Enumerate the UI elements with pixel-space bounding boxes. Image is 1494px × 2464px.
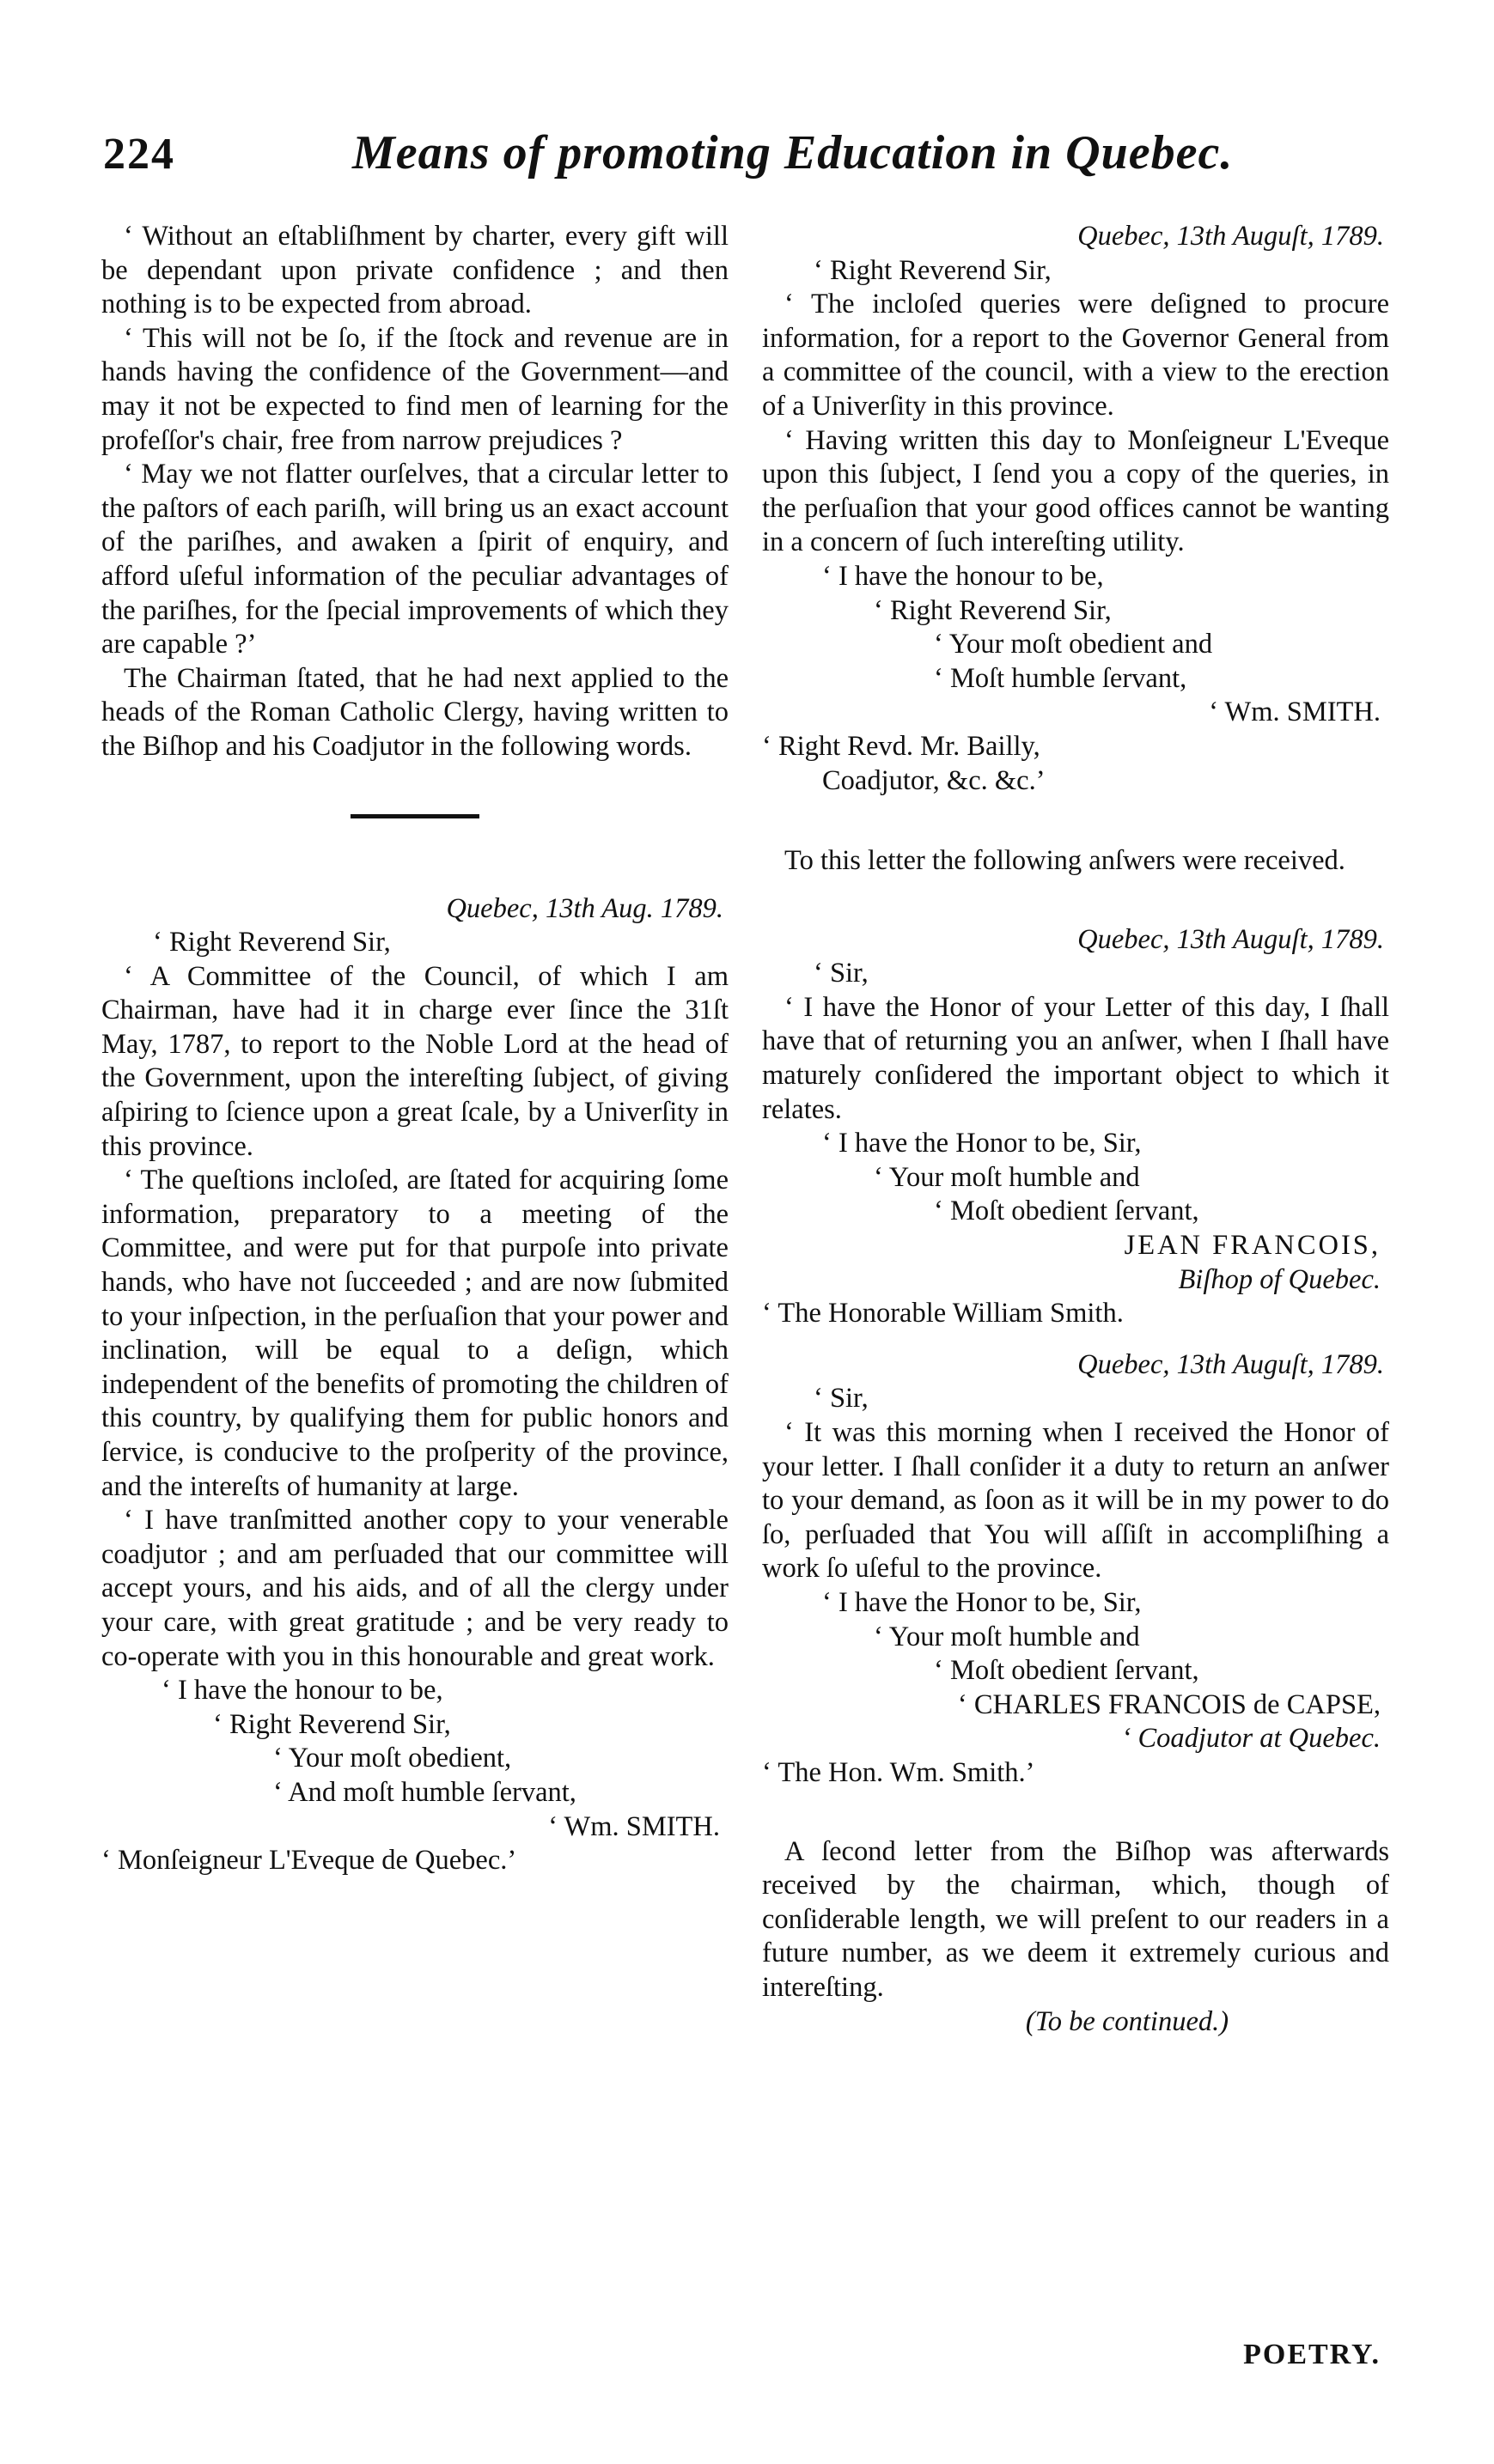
letter-signature: ‘ Wm. SMITH. bbox=[1209, 697, 1381, 728]
paragraph: ‘ Without an eſtabliſhment by charter, every gift will be dependant upon private confidence ; and then nothing is to be expected from abroad. bbox=[101, 221, 729, 320]
letter-address: ‘ Monſeigneur L'Eveque de Quebec.’ bbox=[101, 1845, 517, 1877]
signature-title: ‘ Coadjutor at Quebec. bbox=[1121, 1723, 1381, 1755]
closing-paragraph: A ſecond letter from the Biſhop was afterwards received by the chairman, which, though of conſiderable length, we will preſent to our readers in a future number, as we deem it extremely curious and intereſting. bbox=[762, 1835, 1389, 2003]
letter-closing: ‘ I have the Honor to be, Sir, bbox=[822, 1128, 1142, 1159]
letter-paragraph: ‘ It was this morning when I received the Honor of your letter. I ſhall conſider it a duty to return an anſwer to your demand, as ſoon as it will be in my power to do ſo, perſuaded that You will aſſiſt in accompliſhing a work ſo uſeful to the province. bbox=[762, 1417, 1389, 1585]
letter-signature: ‘ CHARLES FRANCOIS de CAPSE, bbox=[957, 1688, 1381, 1720]
letter-closing: ‘ Moſt humble ſervant, bbox=[934, 662, 1187, 694]
letter-salutation: ‘ Sir, bbox=[814, 958, 869, 989]
letter-signature: ‘ Wm. SMITH. bbox=[548, 1810, 720, 1842]
letter-address: ‘ Right Revd. Mr. Bailly, bbox=[762, 730, 1040, 762]
catchword: POETRY. bbox=[1243, 2339, 1381, 2371]
letter-closing: ‘ Your moſt obedient, bbox=[273, 1743, 512, 1774]
right-column bbox=[762, 220, 1389, 2384]
running-head bbox=[103, 126, 1392, 191]
signature-title: Biſhop of Quebec. bbox=[1178, 1263, 1381, 1295]
letter-salutation: ‘ Right Reverend Sir, bbox=[814, 254, 1052, 286]
letter-address: Coadjutor, &c. &c.’ bbox=[822, 764, 1046, 796]
letter-closing: ‘ I have the Honor to be, Sir, bbox=[822, 1586, 1142, 1618]
letter-paragraph: ‘ The queſtions incloſed, are ſtated for acquiring ſome information, preparatory to a meeting of the Committee, and were put for that purpoſe into private hands, who have not ſucceeded ; and are now ſubmited to your inſpection, in the perſuaſion that your power and inclination, will be equal to a deſign, which independent of the benefits of promoting the children of this country, by qualifying them for public honors and ſervice, is conducive to the proſperity of the province, and the intereſts of humanity at large. bbox=[101, 1165, 729, 1502]
continued-note: (To be continued.) bbox=[1025, 2005, 1229, 2037]
letter-closing: ‘ Right Reverend Sir, bbox=[874, 594, 1112, 626]
paragraph: The Chairman ſtated, that he had next applied to the heads of the Roman Catholic Clergy, having written to the Biſhop and his Coadjutor in the following words. bbox=[101, 662, 729, 762]
paragraph: ‘ May we not flatter ourſelves, that a circular letter to the paſtors of each pariſh, will bring us an exact account of the pariſhes, and awaken a ſpirit of enquiry, and afford uſeful information of the peculiar advantages of the pariſhes, for the ſpecial improvements of which they are capable ?’ bbox=[101, 459, 729, 660]
transition-paragraph: To this letter the following anſwers were received. bbox=[784, 845, 1345, 877]
letter-closing: ‘ Your moſt humble and bbox=[874, 1621, 1140, 1652]
page-number: 224 bbox=[103, 130, 175, 179]
letter-closing: ‘ Your moſt obedient and bbox=[934, 629, 1213, 660]
letter-closing: ‘ Moſt obedient ſervant, bbox=[934, 1655, 1199, 1687]
letter-paragraph: ‘ Having written this day to Monſeigneur L'Eveque upon this ſubject, I ſend you a copy of the queries, in the perſuaſion that your good offices cannot be wanting in a concern of ſuch intereſting utility. bbox=[762, 424, 1389, 558]
left-column bbox=[101, 220, 729, 2384]
letter-paragraph: ‘ A Committee of the Council, of which I am Chairman, have had it in charge ever ſince the 31ſt May, 1787, to report to the Noble Lord at the head of the Government, upon the intereſting ſubject, of giving aſpiring to ſcience upon a great ſcale, by a Univerſity in this province. bbox=[101, 960, 729, 1162]
letter-dateline: Quebec, 13th Aug. 1789. bbox=[446, 892, 723, 924]
section-rule bbox=[351, 814, 479, 818]
letter-closing: ‘ Moſt obedient ſervant, bbox=[934, 1195, 1199, 1227]
letter-salutation: ‘ Right Reverend Sir, bbox=[153, 927, 391, 958]
letter-closing: ‘ I have the honour to be, bbox=[162, 1675, 443, 1707]
letter-paragraph: ‘ I have the Honor of your Letter of this day, I ſhall have that of returning you an anſwer, when I ſhall have maturely conſidered the important object to which it relates. bbox=[762, 991, 1389, 1125]
letter-paragraph: ‘ I have tranſmitted another copy to your venerable coadjutor ; and am perſuaded that our committee will accept yours, and his aids, and of all the clergy under your care, with great gratitude ; and be very ready to co-operate with you in this honourable and great work. bbox=[101, 1505, 729, 1672]
letter-dateline: Quebec, 13th Auguſt, 1789. bbox=[1077, 221, 1384, 252]
running-title: Means of promoting Education in Quebec. bbox=[352, 126, 1234, 179]
paragraph: ‘ This will not be ſo, if the ſtock and revenue are in hands having the confidence of the Government—and may it not be expected to find men of learning for the profeſſor's chair, free from narrow prejudices ? bbox=[101, 322, 729, 456]
letter-closing: ‘ Your moſt humble and bbox=[874, 1161, 1140, 1193]
letter-signature: JEAN FRANCOIS, bbox=[1124, 1230, 1381, 1262]
letter-paragraph: ‘ The incloſed queries were deſigned to procure information, for a report to the Governor General from a committee of the council, with a view to the erection of a Univerſity in this province. bbox=[762, 289, 1389, 422]
letter-salutation: ‘ Sir, bbox=[814, 1383, 869, 1415]
letter-dateline: Quebec, 13th Auguſt, 1789. bbox=[1077, 923, 1384, 955]
letter-closing: ‘ I have the honour to be, bbox=[822, 560, 1104, 592]
letter-closing: ‘ Right Reverend Sir, bbox=[213, 1708, 451, 1740]
letter-address: ‘ The Hon. Wm. Smith.’ bbox=[762, 1756, 1035, 1788]
letter-closing: ‘ And moſt humble ſervant, bbox=[273, 1776, 576, 1808]
letter-dateline: Quebec, 13th Auguſt, 1789. bbox=[1077, 1348, 1384, 1380]
letter-address: ‘ The Honorable William Smith. bbox=[762, 1298, 1124, 1329]
